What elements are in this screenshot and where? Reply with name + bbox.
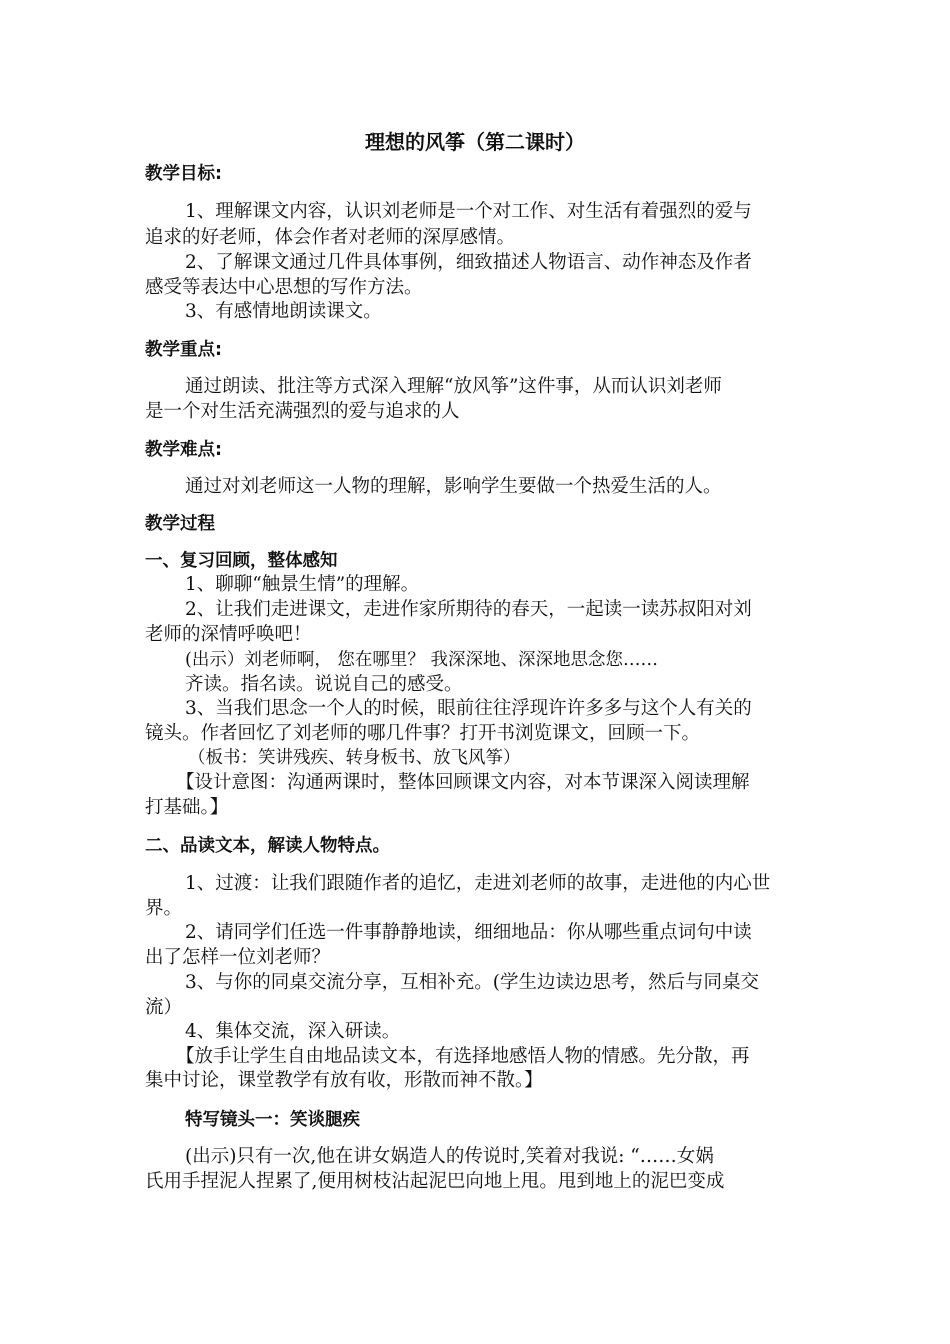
key-points-line: 通过朗读、批注等方式深入理解“放风筝”这件事，从而认识刘老师: [185, 376, 722, 397]
part1-line: 3、当我们思念一个人的时候，眼前往往浮现许许多多与这个人有关的: [185, 698, 752, 719]
objectives-line: 感受等表达中心思想的写作方法。: [145, 277, 423, 298]
difficulty-heading: 教学难点:: [145, 440, 222, 460]
part2-line: 流）: [145, 997, 183, 1018]
difficulty-line: 通过对刘老师这一人物的理解，影响学生要做一个热爱生活的人。: [185, 476, 722, 497]
objectives-line: 2、了解课文通过几件具体事例，细致描述人物语言、动作神态及作者: [185, 252, 752, 273]
part1-line: 老师的深情呼唤吧！: [145, 624, 312, 645]
part1-line: 2、让我们走进课文，走进作家所期待的春天，一起读一读苏叔阳对刘: [185, 599, 752, 620]
part2-line: 界。: [145, 898, 183, 919]
quote-line: 氏用手捏泥人捏累了,便用树枝沾起泥巴向地上甩。甩到地上的泥巴变成: [145, 1171, 725, 1192]
part1-line: 【设计意图：沟通两课时，整体回顾课文内容，对本节课深入阅读理解: [176, 772, 750, 793]
part2-line: 4、集体交流，深入研读。: [185, 1021, 401, 1042]
closeup-heading: 特写镜头一：笑谈腿疾: [185, 1110, 360, 1130]
part1-line: 1、聊聊“触景生情”的理解。: [185, 574, 420, 595]
part2-heading: 二、品读文本，解读人物特点。: [145, 836, 390, 856]
part2-line: 2、请同学们任选一件事静静地读，细细地品：你从哪些重点词句中读: [185, 922, 752, 943]
part1-heading: 一、复习回顾，整体感知: [145, 551, 338, 571]
part1-line: （板书：笑讲残疾、转身板书、放飞风筝）: [188, 748, 521, 768]
part1-line: 打基础。】: [145, 797, 229, 818]
part2-line: 【放手让学生自由地品读文本，有选择地感悟人物的情感。先分散，再: [176, 1046, 750, 1067]
quote-line: (出示)只有一次,他在讲女娲造人的传说时,笑着对我说: “……女娲: [185, 1146, 714, 1167]
key-points-line: 是一个对生活充满强烈的爱与追求的人: [145, 401, 460, 422]
part1-line: 镜头。作者回忆了刘老师的哪几件事？打开书浏览课文，回顾一下。: [145, 723, 701, 744]
objectives-line: 追求的好老师，体会作者对老师的深厚感情。: [145, 227, 516, 248]
part2-line: 1、过渡：让我们跟随作者的追忆，走进刘老师的故事，走进他的内心世: [185, 873, 771, 894]
page-title: 理想的风筝（第二课时）: [365, 130, 585, 154]
part2-line: 出了怎样一位刘老师？: [145, 947, 331, 968]
objectives-heading: 教学目标:: [145, 164, 222, 184]
part2-line: 3、与你的同桌交流分享，互相补充。(学生边读边思考，然后与同桌交: [185, 972, 759, 993]
part2-line: 集中讨论，课堂教学有放有收，形散而神不散。】: [145, 1070, 543, 1091]
objectives-line: 3、有感情地朗读课文。: [185, 301, 382, 322]
key-points-heading: 教学重点:: [145, 340, 222, 360]
process-heading: 教学过程: [145, 514, 215, 534]
part1-line: 齐读。指名读。说说自己的感受。: [185, 674, 463, 695]
part1-line: (出示）刘老师啊， 您在哪里？ 我深深地、深深地思念您……: [185, 650, 658, 670]
objectives-line: 1、理解课文内容，认识刘老师是一个对工作、对生活有着强烈的爱与: [185, 201, 752, 222]
